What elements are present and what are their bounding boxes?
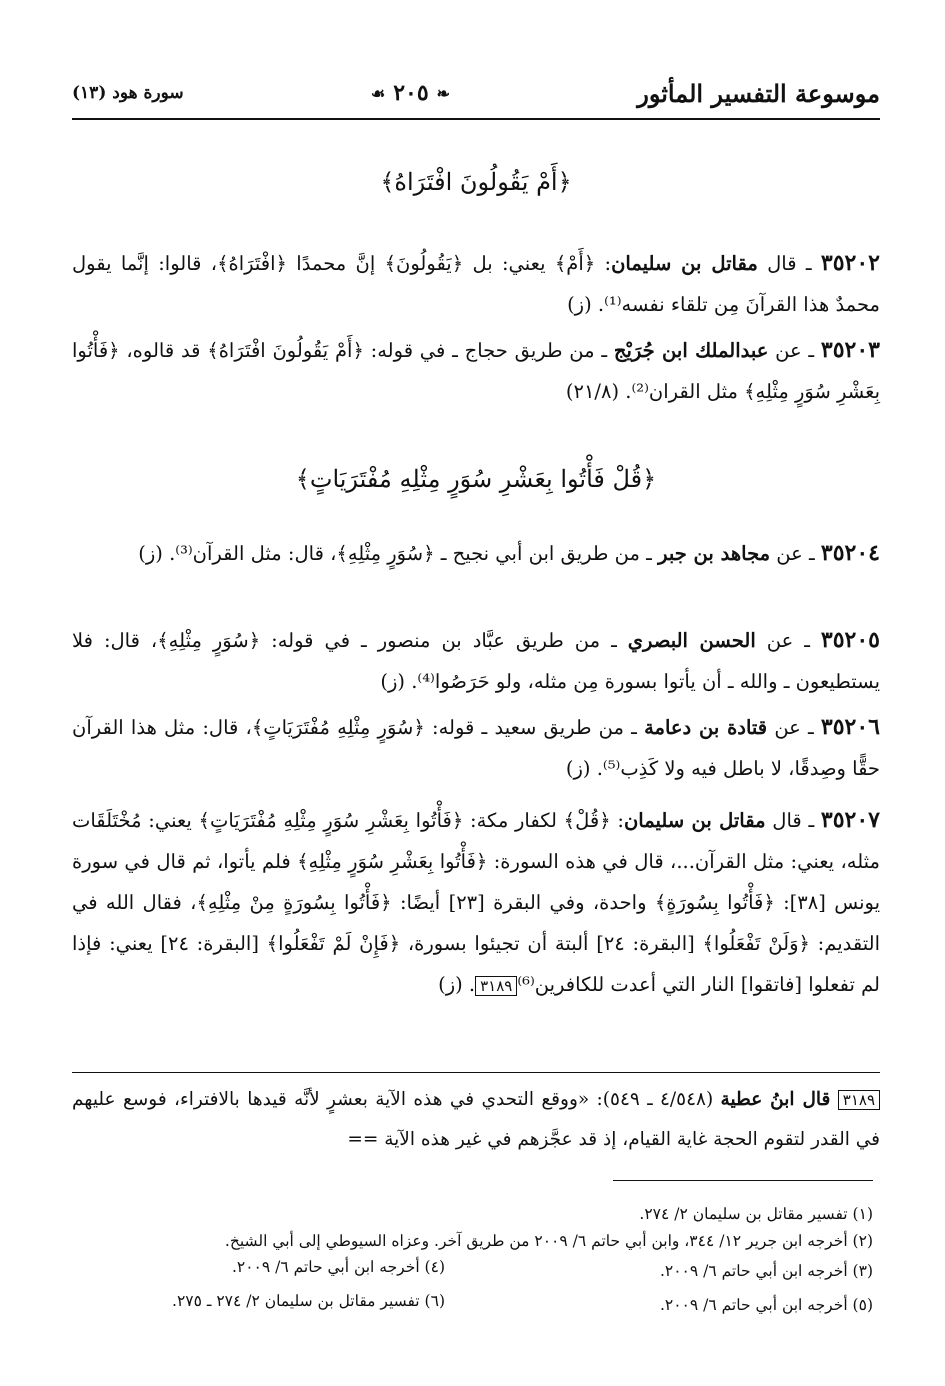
narration-number: ٣٥٢٠٣ — [820, 337, 880, 363]
narration-number: ٣٥٢٠٤ — [820, 540, 880, 566]
comment-reference-box: ٣١٨٩ — [475, 976, 517, 996]
comment-text: (٤/٥٤٨ ـ ٥٤٩): «ووقع التحدي في هذه الآية بعشرٍ لأنَّه قيدها بالافتراء، فوسع عليهم في القدر لتقوم الحجة غاية القيام، إذ قد عجَّزهم في غير هذه الآية == — [72, 1089, 880, 1150]
editor-comment — [72, 1080, 880, 1160]
narration-number: ٣٥٢٠٥ — [820, 627, 880, 653]
narration-paragraph — [72, 620, 880, 702]
narration-number: ٣٥٢٠٢ — [820, 250, 880, 276]
comment-number-box: ٣١٨٩ — [838, 1090, 880, 1110]
narrator-name: عبدالملك ابن جُرَيْج — [613, 339, 769, 362]
narrator-name: مجاهد بن جبر — [658, 542, 771, 565]
narration-paragraph — [72, 533, 880, 574]
narration-paragraph — [72, 707, 880, 789]
narrator-name: الحسن البصري — [627, 629, 756, 652]
narration-text: ـ من طريق عبَّاد بن منصور ـ في قوله: ﴿سُوَرٍ مِثْلِهِ﴾، قال: فلا يستطيعون ـ والله ـ أن يأتوا بسورة مِن مثله، ولو حَرَصُوا⁽⁴⁾. (ز) — [72, 629, 880, 693]
narration-paragraph — [72, 243, 880, 325]
header-divider — [72, 118, 880, 120]
footnote: (٢) أخرجه ابن جرير ١٢/ ٣٤٤، وابن أبي حاتم ٦/ ٢٠٠٩ من طريق آخر. وعزاه السيوطي إلى أبي الشيخ. — [224, 1232, 873, 1250]
narration-text: : ﴿قُلْ﴾ لكفار مكة: ﴿فَأْتُوا بِعَشْرِ سُوَرٍ مِثْلِهِ مُفْتَرَيَاتٍ﴾ يعني: مُخْتَلَقَات مثله، يعني: مثل القرآن...، قال في هذه السورة: ﴿فَأْتُوا بِعَشْرِ سُوَرٍ مِثْلِهِ﴾ فلم يأتوا، ثم قال في سورة يونس [٣٨]: ﴿فَأْتُوا بِسُورَةٍ﴾ واحدة، وفي البقرة [٢٣] أيضًا: ﴿فَأْتُوا بِسُورَةٍ مِنْ مِثْلِهِ﴾، فقال الله في التقديم: ﴿وَلَنْ تَفْعَلُوا﴾ [البقرة: ٢٤] ألبتة أن تجيئوا بسورة، ﴿فَإِنْ لَمْ تَفْعَلُوا﴾ [البقرة: ٢٤] يعني: فإذا لم تفعلوا [فاتقوا] النار التي أعدت للكافرين⁽⁶⁾ — [72, 809, 880, 996]
footnote: (٥) أخرجه ابن أبي حاتم ٦/ ٢٠٠٩. — [659, 1296, 873, 1314]
footnote: (٣) أخرجه ابن أبي حاتم ٦/ ٢٠٠٩. — [659, 1262, 873, 1280]
narration-text: ـ من طريق ابن أبي نجيح ـ ﴿سُوَرٍ مِثْلِهِ﴾، قال: مثل القرآن⁽³⁾. (ز) — [138, 542, 659, 565]
comment-divider — [72, 1072, 880, 1073]
narration-tail: . (ز) — [438, 973, 476, 996]
narrator-name: مقاتل بن سليمان — [623, 809, 766, 832]
narration-number: ٣٥٢٠٦ — [820, 714, 880, 740]
comment-author: قال ابنُ عطية — [720, 1089, 831, 1110]
ornament-icon: ❧ — [436, 83, 451, 103]
narration-intro: ـ عن — [755, 629, 821, 652]
footnote: (١) تفسير مقاتل بن سليمان ٢/ ٢٧٤. — [639, 1205, 873, 1223]
verse-heading: ﴿قُلْ فَأْتُوا بِعَشْرِ سُوَرٍ مِثْلِهِ مُفْتَرَيَاتٍ﴾ — [295, 465, 657, 493]
narrator-name: مقاتل بن سليمان — [611, 252, 758, 275]
narration-number: ٣٥٢٠٧ — [820, 807, 880, 833]
surah-label: سورة هود (١٣) — [72, 83, 184, 103]
narration-intro: ـ عن — [767, 716, 821, 739]
page-header — [72, 68, 880, 118]
narration-intro: ـ قال — [765, 809, 821, 832]
page-number: ٢٠٥ — [393, 80, 429, 106]
narration-text: ـ من طريق سعيد ـ قوله: ﴿سُوَرٍ مِثْلِهِ مُفْتَرَيَاتٍ﴾، قال: مثل هذا القرآن حقًّا وصِدقًا، لا باطل فيه ولا كَذِب⁽⁵⁾. (ز) — [72, 716, 880, 780]
narration-paragraph — [72, 330, 880, 412]
ornament-icon: ☙ — [370, 83, 386, 103]
verse-heading: ﴿أَمْ يَقُولُونَ افْتَرَاهُ﴾ — [380, 168, 572, 196]
page-number-block — [371, 80, 450, 106]
footnote-divider — [613, 1180, 873, 1181]
footnote: (٤) أخرجه ابن أبي حاتم ٦/ ٢٠٠٩. — [231, 1258, 445, 1276]
narration-intro: ـ عن — [770, 542, 821, 565]
footnote: (٦) تفسير مقاتل بن سليمان ٢/ ٢٧٤ ـ ٢٧٥. — [172, 1292, 445, 1310]
narration-paragraph — [72, 800, 880, 1007]
narrator-name: قتادة بن دعامة — [644, 716, 768, 739]
narration-intro: ـ قال — [757, 252, 821, 275]
narration-text: : ﴿أَمْ﴾ يعني: بل ﴿يَقُولُونَ﴾ إنَّ محمدًا ﴿افْتَرَاهُ﴾، قالوا: إنَّما يقول محمدٌ هذا القرآنَ مِن تلقاء نفسه⁽¹⁾. (ز) — [72, 252, 880, 316]
book-title: موسوعة التفسير المأثور — [637, 78, 880, 108]
narration-text: ـ من طريق حجاج ـ في قوله: ﴿أَمْ يَقُولُونَ افْتَرَاهُ﴾ قد قالوه، ﴿فَأْتُوا بِعَشْرِ سُوَرٍ مِثْلِهِ﴾ مثل القران⁽²⁾. (٢١/٨) — [72, 339, 880, 403]
narration-intro: ـ عن — [768, 339, 821, 362]
